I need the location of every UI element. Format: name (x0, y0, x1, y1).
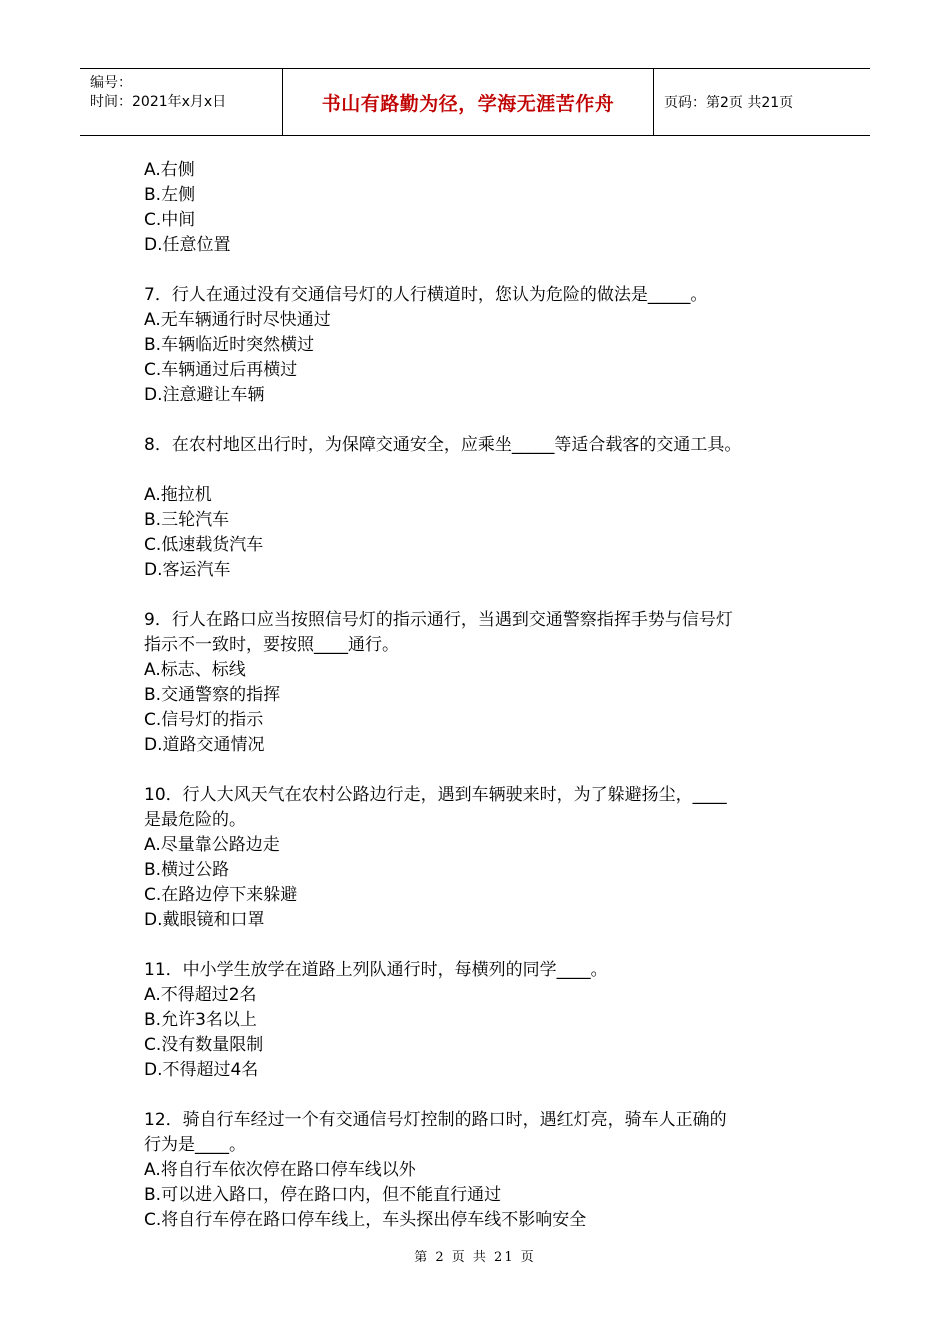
answer-option: D.道路交通情况 (144, 735, 265, 755)
answer-option: C.中间 (144, 210, 196, 230)
question-stem-line: 7．行人在通过没有交通信号灯的人行横道时，您认为危险的做法是_____。 (144, 285, 708, 305)
question-block (144, 958, 824, 1083)
answer-option: A.右侧 (144, 160, 195, 180)
header-motto: 书山有路勤为径，学海无涯苦作舟 (282, 69, 654, 135)
question-block (144, 608, 824, 758)
answer-option: B.左侧 (144, 185, 196, 205)
question-block (144, 158, 824, 258)
page-footer: 第 2 页 共 21 页 (414, 1250, 536, 1265)
question-stem-line: 11．中小学生放学在道路上列队通行时，每横列的同学____。 (144, 960, 608, 980)
page-header (80, 68, 870, 136)
question-stem-line (144, 458, 824, 483)
answer-option: A.将自行车依次停在路口停车线以外 (144, 1160, 416, 1180)
answer-option: C.信号灯的指示 (144, 710, 264, 730)
question-list (144, 158, 824, 1233)
question-block (144, 433, 824, 583)
answer-option: A.标志、标线 (144, 660, 246, 680)
question-spacer (144, 583, 824, 608)
document-date: 时间：2021年x月x日 (90, 94, 227, 110)
answer-option: B.三轮汽车 (144, 510, 230, 530)
question-block (144, 1108, 824, 1233)
question-block (144, 783, 824, 933)
answer-option: B.车辆临近时突然横过 (144, 335, 315, 355)
answer-option: B.允许3名以上 (144, 1010, 257, 1030)
answer-option: D.客运汽车 (144, 560, 231, 580)
header-page-info: 页码：第2页 共21页 (664, 95, 794, 111)
question-stem-line: 指示不一致时，要按照____通行。 (144, 635, 399, 655)
answer-option: A.尽量靠公路边走 (144, 835, 280, 855)
answer-option: D.任意位置 (144, 235, 231, 255)
question-stem-line: 12．骑自行车经过一个有交通信号灯控制的路口时，遇红灯亮，骑车人正确的 (144, 1110, 727, 1130)
answer-option: B.交通警察的指挥 (144, 685, 281, 705)
answer-option: A.不得超过2名 (144, 985, 257, 1005)
document-number-label: 编号： (90, 75, 132, 91)
answer-option: C.将自行车停在路口停车线上，车头探出停车线不影响安全 (144, 1210, 587, 1230)
answer-option: A.无车辆通行时尽快通过 (144, 310, 331, 330)
question-spacer (144, 1083, 824, 1108)
question-stem-line: 行为是____。 (144, 1135, 246, 1155)
question-spacer (144, 933, 824, 958)
answer-option: D.戴眼镜和口罩 (144, 910, 265, 930)
answer-option: C.没有数量限制 (144, 1035, 264, 1055)
answer-option: C.在路边停下来躲避 (144, 885, 298, 905)
answer-option: B.可以进入路口，停在路口内，但不能直行通过 (144, 1185, 502, 1205)
answer-option: D.注意避让车辆 (144, 385, 265, 405)
answer-option: B.横过公路 (144, 860, 230, 880)
header-meta (80, 69, 282, 135)
answer-option: C.低速载货汽车 (144, 535, 264, 555)
answer-option: A.拖拉机 (144, 485, 212, 505)
question-block (144, 283, 824, 408)
question-spacer (144, 758, 824, 783)
question-spacer (144, 258, 824, 283)
question-stem-line: 9．行人在路口应当按照信号灯的指示通行，当遇到交通警察指挥手势与信号灯 (144, 610, 733, 630)
question-stem-line: 是最危险的。 (144, 810, 246, 830)
answer-option: D.不得超过4名 (144, 1060, 259, 1080)
question-stem-line: 10．行人大风天气在农村公路边行走，遇到车辆驶来时，为了躲避扬尘，____ (144, 785, 727, 805)
question-spacer (144, 408, 824, 433)
answer-option: C.车辆通过后再横过 (144, 360, 298, 380)
question-stem-line: 8．在农村地区出行时，为保障交通安全，应乘坐_____等适合载客的交通工具。 (144, 435, 742, 455)
